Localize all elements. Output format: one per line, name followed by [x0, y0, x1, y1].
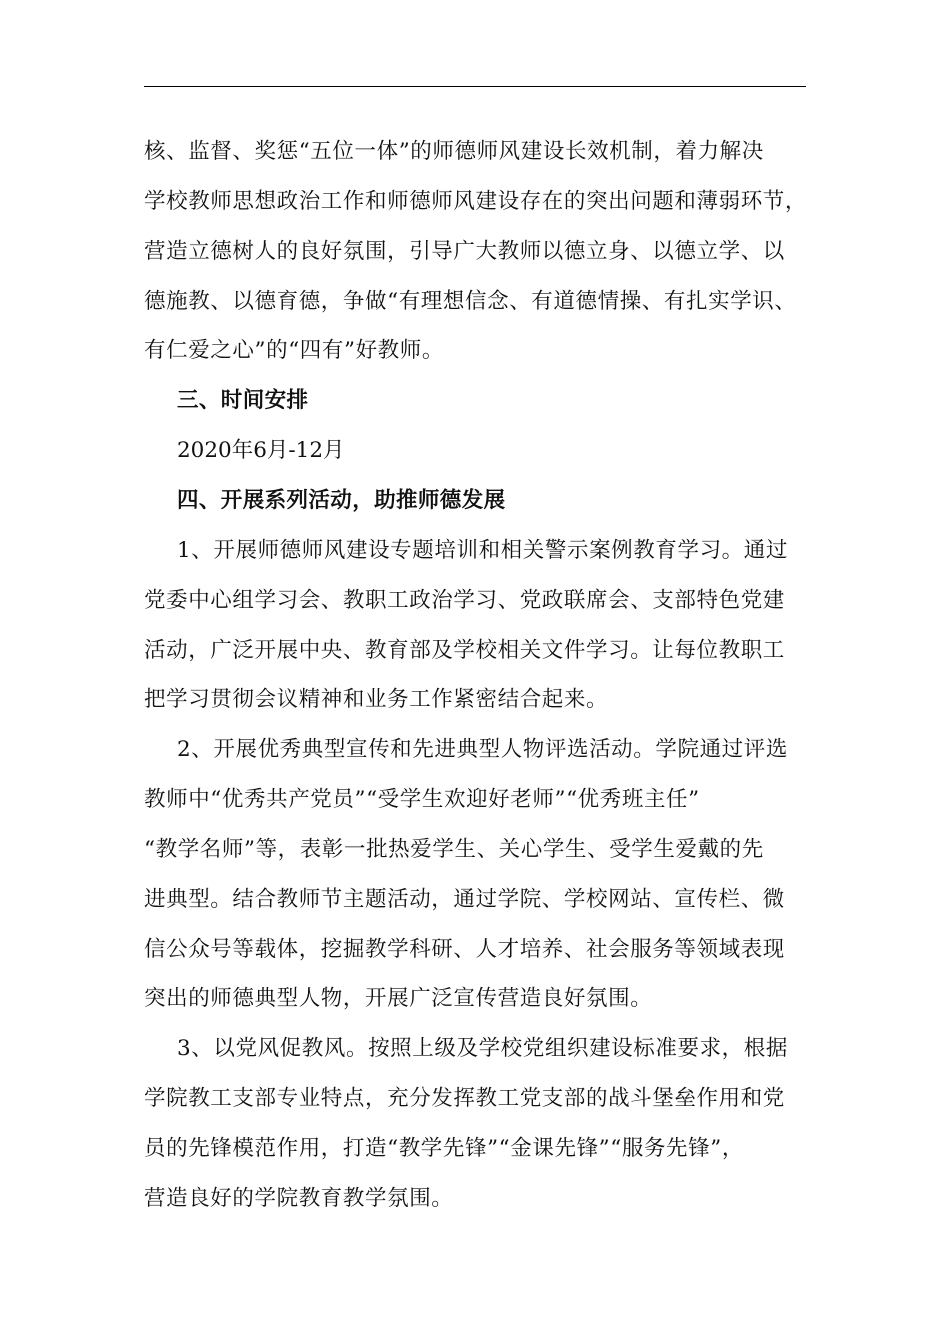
paragraph-1-line: 1、开展师德师风建设专题培训和相关警示案例教育学习。通过: [177, 538, 788, 563]
paragraph-2-line: 2、开展优秀典型宣传和先进典型人物评选活动。学院通过评选: [177, 737, 788, 762]
paragraph-1-line: 活动，广泛开展中央、教育部及学校相关文件学习。让每位教职工: [144, 638, 785, 663]
body-line: 学校教师思想政治工作和师德师风建设存在的突出问题和薄弱环节，: [144, 189, 808, 214]
body-line: 有仁爱之心”的“四有”好教师。: [144, 338, 444, 363]
paragraph-2-line: 突出的师德典型人物，开展广泛宣传营造良好氛围。: [144, 986, 653, 1011]
body-line: 德施教、以德育德，争做“有理想信念、有道德情操、有扎实学识、: [144, 289, 797, 314]
header-rule: [144, 86, 806, 87]
paragraph-3-line: 3、以党风促教风。按照上级及学校党组织建设标准要求，根据: [177, 1036, 788, 1061]
section-heading-schedule: 三、时间安排: [177, 388, 309, 413]
section-heading-activities: 四、开展系列活动，助推师德发展: [177, 488, 506, 513]
paragraph-3-line: 学院教工支部专业特点，充分发挥教工党支部的战斗堡垒作用和党: [144, 1086, 785, 1111]
paragraph-2-line: “教学名师”等，表彰一批热爱学生、关心学生、受学生爱戴的先: [144, 837, 764, 862]
paragraph-1-line: 党委中心组学习会、教职工政治学习、党政联席会、支部特色党建: [144, 588, 785, 613]
paragraph-2-line: 进典型。结合教师节主题活动，通过学院、学校网站、宣传栏、微: [144, 887, 785, 912]
paragraph-2-line: 信公众号等载体，挖掘教学科研、人才培养、社会服务等领域表现: [144, 937, 785, 962]
body-line: 核、监督、奖惩“五位一体”的师德师风建设长效机制，着力解决: [144, 139, 764, 164]
body-line: 营造立德树人的良好氛围，引导广大教师以德立身、以德立学、以: [144, 239, 785, 264]
paragraph-3-line: 营造良好的学院教育教学氛围。: [144, 1186, 454, 1211]
schedule-date: 2020年6月-12月: [177, 438, 345, 463]
paragraph-3-line: 员的先锋模范作用，打造“教学先锋”“金课先锋”“服务先锋”，: [144, 1136, 744, 1161]
paragraph-1-line: 把学习贯彻会议精神和业务工作紧密结合起来。: [144, 687, 609, 712]
paragraph-2-line: 教师中“优秀共产党员”“受学生欢迎好老师”“优秀班主任”: [144, 787, 700, 812]
